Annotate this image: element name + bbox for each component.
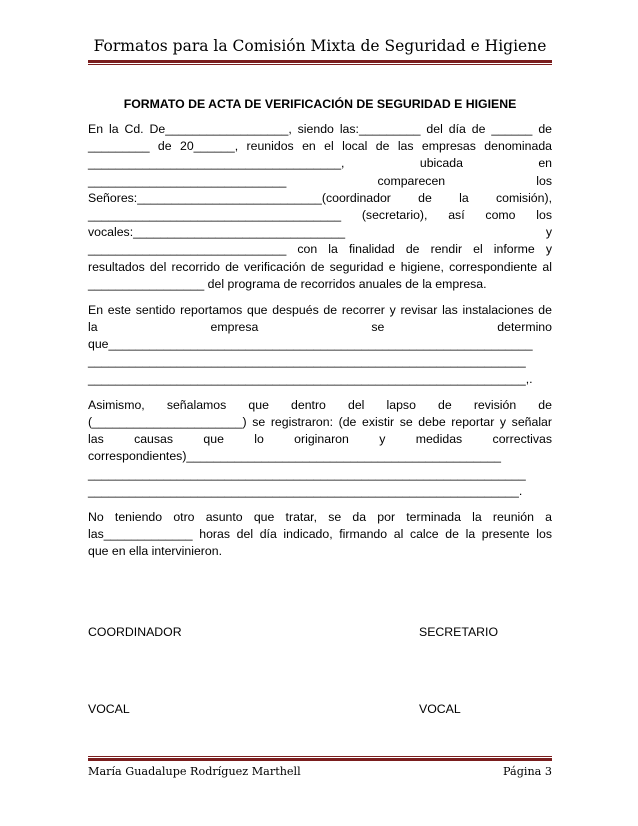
text-line: que______________________________________________________________ bbox=[88, 337, 533, 352]
page-number: Página 3 bbox=[503, 765, 552, 778]
text-line: las_____________ horas del día indicado, firmando al calce de la presente los bbox=[88, 527, 552, 542]
paragraph-observations bbox=[88, 397, 552, 500]
signature-secretary: SECRETARIO bbox=[419, 625, 499, 639]
text-line: _________________ del programa de recorridos anuales de la empresa. bbox=[88, 276, 487, 291]
footer-rule-thick bbox=[88, 758, 552, 761]
text-line: (______________________) se registraron: (de existir se debe reportar y señalar bbox=[88, 415, 552, 429]
header-rule-thin bbox=[88, 64, 552, 65]
signature-coordinator: COORDINADOR bbox=[88, 625, 182, 639]
text-line: vocales:_______________________________ y bbox=[88, 225, 552, 240]
text-line: la empresa se determino bbox=[88, 320, 552, 335]
text-line: las causas que lo originaron y medidas correctivas bbox=[88, 432, 552, 447]
text-line: _____________________________ comparecen los bbox=[88, 173, 552, 188]
text-line: No teniendo otro asunto que tratar, se da por terminada la reunión a bbox=[88, 509, 552, 524]
text-line: Asimismo, señalamos que dentro del lapso de revisión de bbox=[88, 397, 552, 412]
text-line: _________ de 20______, reunidos en el local de las empresas denominada bbox=[88, 139, 552, 154]
signature-vocal-right: VOCAL bbox=[419, 702, 461, 716]
signature-vocal-left: VOCAL bbox=[88, 702, 130, 716]
running-header: Formatos para la Comisión Mixta de Seguridad e Higiene bbox=[93, 37, 547, 55]
text-line: En este sentido reportamos que después de recorrer y revisar las instalaciones de bbox=[88, 302, 552, 317]
text-line: ________________________________________________________________ bbox=[88, 354, 526, 369]
header-rule-thick bbox=[88, 60, 552, 63]
paragraph-findings bbox=[88, 302, 552, 388]
text-line: ________________________________________________________________,. bbox=[88, 371, 533, 386]
footer-rule-thin bbox=[88, 756, 552, 757]
paragraph-closing bbox=[88, 509, 552, 561]
paragraph-meeting-details bbox=[88, 121, 552, 293]
text-line: En la Cd. De__________________, siendo las:_________ del día de ______ de bbox=[88, 122, 552, 136]
text-line: _______________________________________________________________. bbox=[88, 483, 523, 498]
footer-author: María Guadalupe Rodríguez Marthell bbox=[88, 765, 301, 778]
text-line: que en ella intervinieron. bbox=[88, 544, 222, 559]
form-body bbox=[88, 121, 552, 561]
text-line: Señores:___________________________(coordinador de la comisión), bbox=[88, 190, 552, 205]
text-line: resultados del recorrido de verificación de seguridad e higiene, correspondiente al bbox=[88, 259, 552, 274]
text-line: ________________________________________________________________ bbox=[88, 466, 526, 481]
text-line: _____________________________________, ubicada en bbox=[88, 156, 552, 171]
form-title: FORMATO DE ACTA DE VERIFICACIÓN DE SEGURIDAD E HIGIENE bbox=[123, 97, 517, 111]
text-line: correspondientes)______________________________________________ bbox=[88, 449, 502, 464]
text-line: _____________________________________ (secretario), así como los bbox=[88, 207, 552, 222]
text-line: _____________________________ con la finalidad de rendir el informe y bbox=[88, 242, 552, 257]
